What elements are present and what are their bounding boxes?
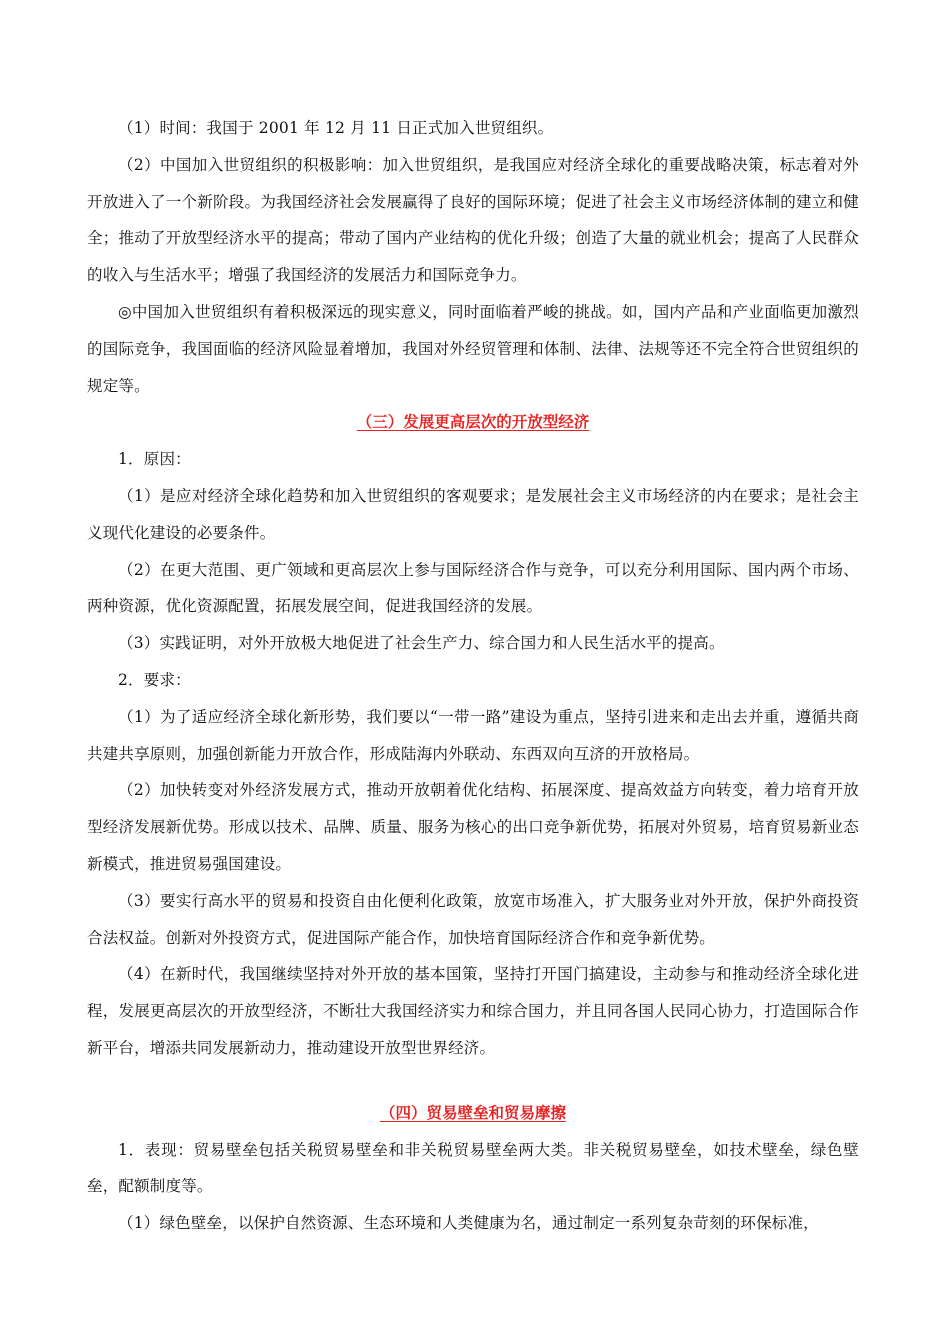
section-heading-trade-barriers [87,1095,859,1132]
section-spacer [87,1067,859,1095]
paragraph-barrier-types: 1．表现：贸易壁垒包括关税贸易壁垒和非关税贸易壁垒两大类。非关税贸易壁垒，如技术壁垒，绿色壁垒，配额制度等。 [87,1140,859,1196]
section-heading-open-economy [87,404,859,441]
paragraph-green-barrier: （1）绿色壁垒，以保护自然资源、生态环境和人类健康为名，通过制定一系列复杂苛刻的环保标准， [118,1214,819,1233]
reason-item-2: （2）在更大范围、更广领域和更高层次上参与国际经济合作与竞争，可以充分利用国际、国内两个市场、两种资源，优化资源配置，拓展发展空间，促进我国经济的发展。 [87,560,859,616]
requirement-item-2: （2）加快转变对外经济发展方式，推动开放朝着优化结构、拓展深度、提高效益方向转变，着力培育开放型经济发展新优势。形成以技术、品牌、质量、服务为核心的出口竞争新优势，拓展对外贸易，培育贸易新业态新模式，推进贸易强国建设。 [87,781,859,873]
requirement-item-1: （1）为了适应经济全球化新形势，我们要以“一带一路”建设为重点，坚持引进来和走出去并重，遵循共商共建共享原则，加强创新能力开放合作，形成陆海内外联动、东西双向互济的开放格局。 [87,707,859,763]
reason-item-1: （1）是应对经济全球化趋势和加入世贸组织的客观要求；是发展社会主义市场经济的内在要求；是社会主义现代化建设的必要条件。 [87,486,859,542]
requirement-item-4: （4）在新时代，我国继续坚持对外开放的基本国策，坚持打开国门搞建设，主动参与和推动经济全球化进程，发展更高层次的开放型经济，不断壮大我国经济实力和综合国力，并且同各国人民同心协力，打造国际合作新平台，增添共同发展新动力，推动建设开放型世界经济。 [87,965,859,1057]
reason-title: 1．原因： [118,450,191,469]
section-heading-trade-barriers-text: （四）贸易壁垒和贸易摩擦 [379,1102,566,1122]
paragraph-wto-challenge: ◎中国加入世贸组织有着积极深远的现实意义，同时面临着严峻的挑战。如，国内产品和产业面临更加激烈的国际竞争，我国面临的经济风险显着增加，我国对外经贸管理和体制、法律、法规等还不完全符合世贸组织的规定等。 [87,302,859,395]
requirement-item-3: （3）要实行高水平的贸易和投资自由化便利化政策，放宽市场准入，扩大服务业对外开放，保护外商投资合法权益。创新对外投资方式，促进国际产能合作，加快培育国际经济合作和竞争新优势。 [87,891,859,947]
requirement-title: 2．要求： [118,670,191,689]
document-page [87,110,859,1242]
reason-item-3: （3）实践证明，对外开放极大地促进了社会生产力、综合国力和人民生活水平的提高。 [118,634,725,653]
paragraph-wto-impact: （2）中国加入世贸组织的积极影响：加入世贸组织，是我国应对经济全球化的重要战略决策，标志着对外开放进入了一个新阶段。为我国经济社会发展赢得了良好的国际环境；促进了社会主义市场经济体制的建立和健全；推动了开放型经济水平的提高；带动了国内产业结构的优化升级；创造了大量的就业机会；提高了人民群众的收入与生活水平；增强了我国经济的发展活力和国际竞争力。 [87,155,859,285]
paragraph-join-time: （1）时间：我国于 2001 年 12 月 11 日正式加入世贸组织。 [118,119,554,137]
section-heading-open-economy-text: （三）发展更高层次的开放型经济 [356,412,590,432]
